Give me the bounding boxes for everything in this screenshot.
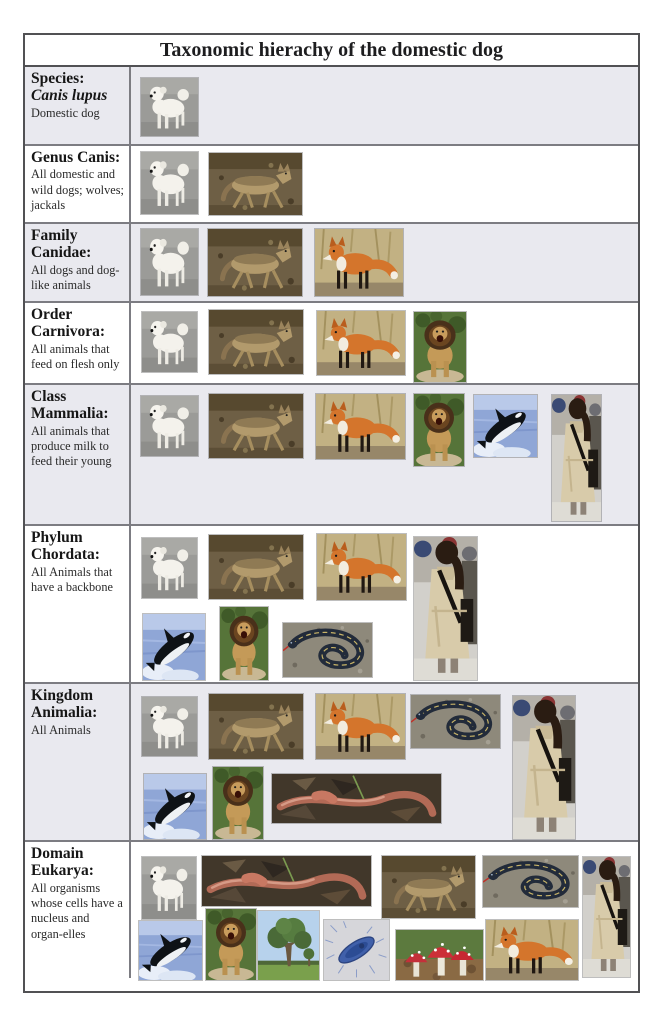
bichon-dog-photo: [142, 857, 196, 919]
garter-snake-photo: [411, 695, 500, 748]
paramecium-photo: [324, 920, 389, 980]
earthworm-photo: [202, 856, 371, 906]
row-images-kingdom: [131, 684, 638, 840]
taxonomy-row-order: [25, 303, 638, 385]
red-fox-photo: [316, 694, 405, 759]
row-label-order: [25, 303, 131, 383]
bichon-dog-photo: [142, 312, 197, 372]
row-label-class: [25, 385, 131, 524]
rank-heading: Family Canidae:: [31, 227, 92, 262]
rank-description: All animals that feed on flesh only: [31, 341, 120, 372]
table-title-text: Taxonomic hierachy of the domestic dog: [159, 38, 504, 61]
bichon-dog-photo: [142, 538, 197, 598]
row-images-class: [131, 385, 638, 524]
garter-snake-photo: [483, 856, 578, 907]
fly-agaric-mushrooms-photo: [396, 930, 483, 980]
rank-description: All dogs and dog-like animals: [31, 262, 120, 293]
coyote-photo: [209, 694, 303, 759]
rank-heading: Phylum Chordata:: [31, 529, 100, 564]
taxonomy-row-genus: [25, 146, 638, 224]
coyote-photo: [209, 310, 303, 374]
row-label-domain: [25, 842, 131, 978]
taxonomy-table: [23, 33, 640, 993]
human-photo: [513, 696, 575, 839]
row-images-domain: [131, 842, 638, 978]
row-images-phylum: [131, 526, 638, 682]
lion-photo: [206, 909, 256, 980]
red-fox-photo: [317, 311, 405, 375]
human-photo: [414, 537, 477, 680]
table-title: [25, 35, 638, 67]
bichon-dog-photo: [142, 697, 197, 756]
bichon-dog-photo: [141, 229, 198, 295]
human-photo: [552, 395, 601, 521]
orca-photo: [143, 614, 205, 680]
rank-description: All Animals: [31, 722, 91, 737]
row-label-genus: [25, 146, 131, 222]
lion-photo: [414, 394, 464, 466]
red-fox-photo: [317, 534, 406, 600]
bichon-dog-photo: [141, 152, 198, 214]
row-label-phylum: [25, 526, 131, 682]
lion-photo: [213, 767, 263, 839]
taxonomy-row-domain: [25, 842, 638, 978]
red-fox-photo: [315, 229, 403, 296]
rank-heading: Kingdom Animalia:: [31, 687, 98, 722]
rank-description: All domestic and wild dogs; wolves; jackals: [31, 167, 124, 213]
bichon-dog-photo: [141, 396, 198, 456]
coyote-photo: [209, 153, 302, 215]
rank-description: All animals that produce milk to feed their young: [31, 423, 112, 469]
coyote-photo: [209, 394, 303, 458]
row-images-order: [131, 303, 638, 383]
coyote-photo: [208, 229, 302, 296]
orca-photo: [139, 921, 202, 980]
red-fox-photo: [316, 394, 405, 459]
rank-heading: Order Carnivora:: [31, 306, 106, 341]
taxonomy-row-kingdom: [25, 684, 638, 842]
row-label-species: [25, 67, 131, 144]
coyote-photo: [382, 856, 475, 918]
lion-photo: [414, 312, 466, 382]
row-label-kingdom: [25, 684, 131, 840]
taxonomy-row-class: [25, 385, 638, 526]
tree-photo: [258, 911, 319, 980]
lion-photo: [220, 607, 268, 680]
bichon-dog-photo: [141, 78, 198, 136]
earthworm-photo: [272, 774, 441, 823]
rank-heading: Genus Canis:: [31, 149, 121, 166]
red-fox-photo: [486, 920, 578, 980]
orca-photo: [474, 395, 537, 457]
rank-description: All Animals that have a backbone: [31, 564, 113, 595]
orca-photo: [144, 774, 206, 839]
row-images-species: [131, 67, 638, 144]
row-images-family: [131, 224, 638, 301]
taxonomy-row-family: [25, 224, 638, 303]
rank-heading: Class Mammalia:: [31, 388, 109, 423]
garter-snake-photo: [283, 623, 372, 677]
taxonomy-row-phylum: [25, 526, 638, 684]
coyote-photo: [209, 535, 303, 599]
binomial-name: Canis lupus: [31, 87, 108, 105]
rank-heading: Domain Eukarya:: [31, 845, 94, 880]
rank-description: Domestic dog: [31, 105, 100, 120]
taxonomy-rows: [25, 67, 638, 978]
row-label-family: [25, 224, 131, 301]
rank-description: All organisms whose cells have a nucleus and organ-elles: [31, 880, 123, 941]
human-photo: [583, 857, 630, 977]
row-images-genus: [131, 146, 638, 222]
taxonomy-row-species: [25, 67, 638, 146]
rank-heading: Species:: [31, 70, 85, 87]
